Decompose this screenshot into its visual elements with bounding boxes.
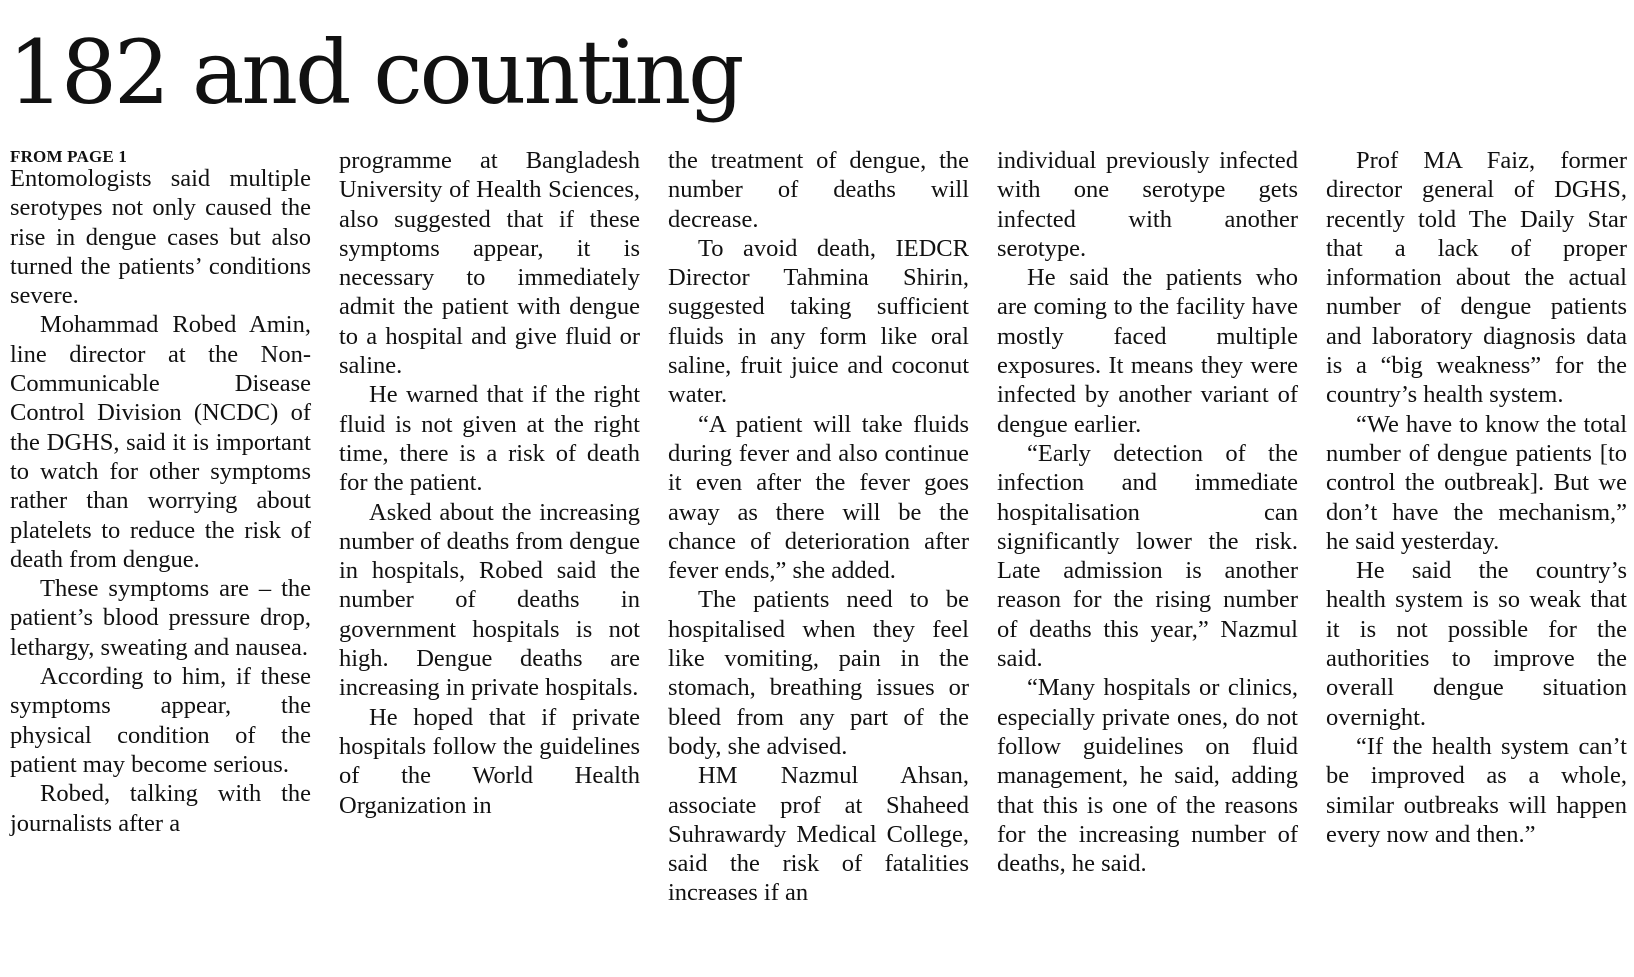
article-column-3 <box>668 146 969 908</box>
paragraph: “Early detection of the infection and immediate hospitalisation can significantly lower the risk. Late admission is another reason for the rising number of deaths this year,” Nazmul said. <box>997 439 1298 673</box>
paragraph: “If the health system can’t be improved as a whole, similar outbreaks will happen every now and then.” <box>1326 732 1627 848</box>
paragraph: Asked about the increasing number of deaths from dengue in hospitals, Robed said the number of deaths in government hospitals is not high. Dengue deaths are increasing in private hospitals. <box>339 498 640 702</box>
paragraph: “Many hospitals or clinics, especially private ones, do not follow guidelines on fluid management, he said, adding that this is one of the reasons for the increasing number of deaths, he said. <box>997 674 1298 878</box>
paragraph: Mohammad Robed Amin, line director at the Non-Communicable Disease Control Division (NCDC) of the DGHS, said it is important to watch for other symptoms rather than worrying about platelets to reduce the risk of death from dengue. <box>10 311 311 573</box>
paragraph: the treatment of dengue, the number of deaths will decrease. <box>668 147 969 233</box>
paragraph: He said the country’s health system is so weak that it is not possible for the authorities to improve the overall dengue situation overnight. <box>1326 557 1627 731</box>
article-column-2 <box>339 146 640 820</box>
article-column-4 <box>997 146 1298 878</box>
paragraph: individual previously infected with one serotype gets infected with another serotype. <box>997 147 1298 262</box>
paragraph: programme at Bangladesh University of Health Sciences, also suggested that if these symptoms appear, it is necessary to immediately admit the patient with dengue to a hospital and give fluid or saline. <box>339 147 640 380</box>
paragraph: Entomologists said multiple serotypes not only caused the rise in dengue cases but also turned the patients’ conditions severe. <box>10 165 311 310</box>
paragraph: The patients need to be hospitalised when they feel like vomiting, pain in the stomach, breathing issues or bleed from any part of the body, she advised. <box>668 586 969 760</box>
paragraph: Prof MA Faiz, former director general of DGHS, recently told The Daily Star that a lack of proper information about the actual number of dengue patients and laboratory diagnosis data is a “big weakness” for the country’s health system. <box>1326 147 1627 409</box>
paragraph: “We have to know the total number of dengue patients [to control the outbreak]. But we don’t have the mechanism,” he said yesterday. <box>1326 410 1627 555</box>
paragraph: To avoid death, IEDCR Director Tahmina Shirin, suggested taking sufficient fluids in any form like oral saline, fruit juice and coconut water. <box>668 234 969 409</box>
paragraph: He warned that if the right fluid is not given at the right time, there is a risk of death for the patient. <box>339 381 640 497</box>
paragraph: According to him, if these symptoms appear, the physical condition of the patient may become serious. <box>10 663 311 778</box>
paragraph: HM Nazmul Ahsan, associate prof at Shaheed Suhrawardy Medical College, said the risk of fatalities increases if an <box>668 762 969 907</box>
article-column-5 <box>1326 146 1627 849</box>
paragraph: He said the patients who are coming to the facility have mostly faced multiple exposures. It means they were infected by another variant of dengue earlier. <box>997 264 1298 438</box>
jump-line: FROM PAGE 1 <box>10 147 128 166</box>
paragraph: “A patient will take fluids during fever and also continue it even after the fever goes away as there will be the chance of deterioration after fever ends,” she added. <box>668 410 969 585</box>
paragraph: Robed, talking with the journalists after a <box>10 780 311 837</box>
paragraph: These symptoms are – the patient’s blood pressure drop, lethargy, sweating and nausea. <box>10 575 311 661</box>
article-column-1 <box>10 164 311 838</box>
paragraph: He hoped that if private hospitals follow the guidelines of the World Health Organization in <box>339 703 640 819</box>
headline: 182 and counting <box>8 21 742 124</box>
